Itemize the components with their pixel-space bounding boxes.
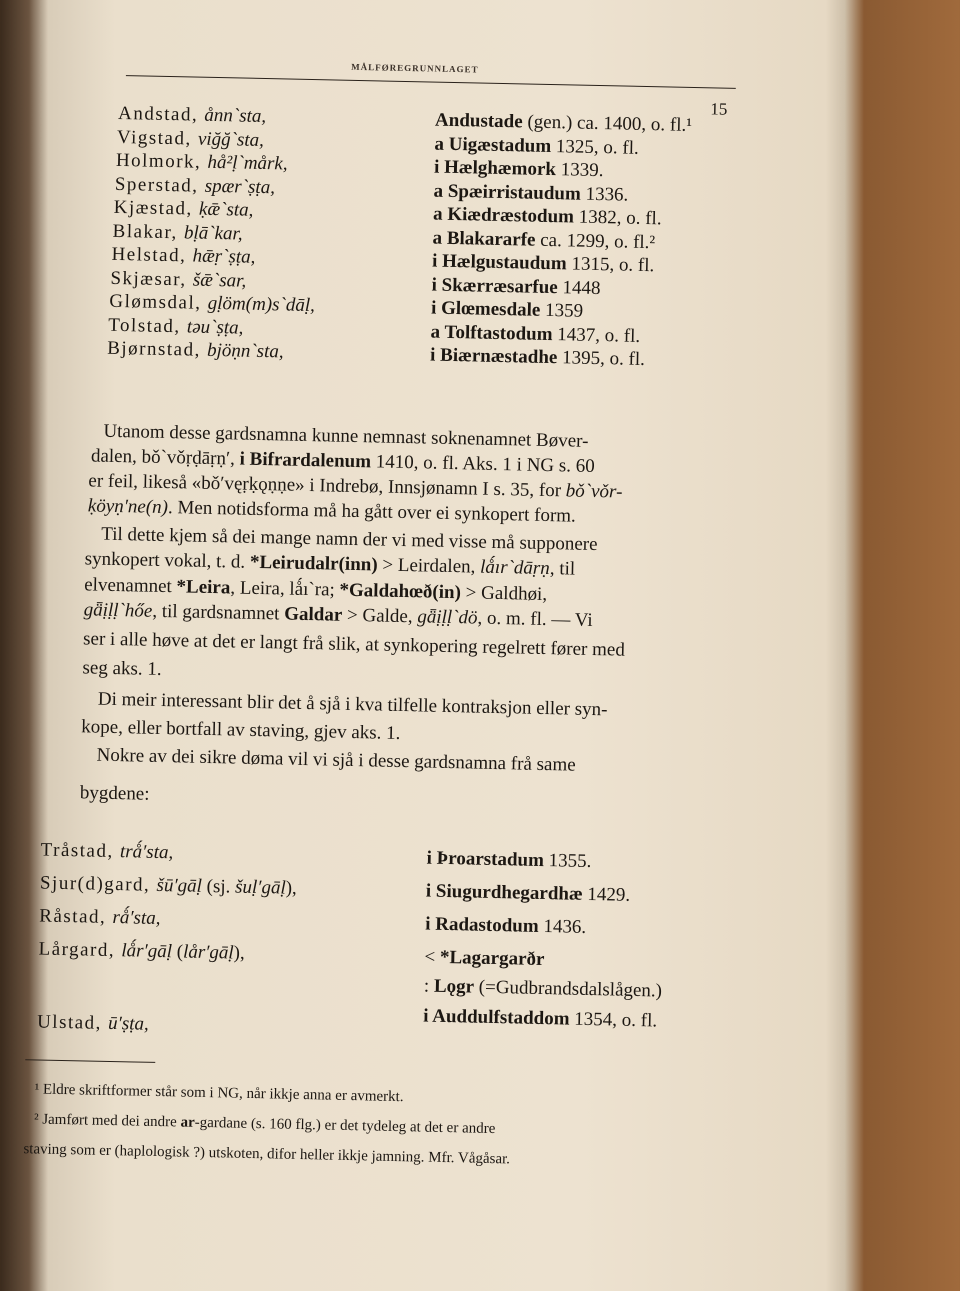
place-name — [109, 291, 315, 317]
historical-form — [433, 180, 628, 206]
place-name-segment: Ulstad, — [36, 1011, 109, 1034]
body-line-segment: elvenamnet — [84, 574, 177, 598]
historical-form — [430, 345, 645, 371]
place-name-segment: Bjørnstad, — [106, 337, 208, 361]
historical-form-segment: *Lagargarðr — [439, 946, 545, 971]
historical-form-segment: Lǫgr — [433, 975, 475, 998]
body-line-segment: kope, eller bortfall av staving, gjev aks. 1. — [81, 716, 401, 744]
historical-form-segment: i Glœmesdale — [430, 297, 541, 321]
body-line-segment: Til dette kjem så dei mange namn der vi med visse må supponere — [101, 523, 598, 556]
place-name-segment: ånn`sta, — [204, 104, 267, 128]
place-name-segment: Blakar, — [112, 220, 185, 243]
body-line-segment: dalen, — [90, 445, 142, 468]
place-name-segment: spær`ṣṭa, — [204, 175, 276, 198]
historical-form-segment: i Radastodum — [424, 913, 539, 937]
place-name-segment: šū′gāḷ — [156, 874, 203, 897]
historical-form-segment: 1315, o. fl. — [566, 253, 655, 277]
body-line-segment: bǒ`vǒr- — [565, 480, 623, 503]
body-line-segment: , — [229, 448, 240, 470]
body-line-segment: > Leirdalen, — [377, 554, 481, 578]
body-line — [98, 689, 608, 722]
body-line-segment: , til gardsnamnet — [152, 600, 285, 625]
historical-form — [426, 881, 631, 907]
place-name-segment: gḷöm(m)s`dāḷ, — [207, 292, 316, 317]
place-name — [116, 150, 288, 176]
place-name — [118, 103, 267, 128]
place-name-segment: ū′ṣṭa, — [107, 1012, 149, 1035]
historical-form-segment: a Tolftastodum — [430, 321, 553, 345]
footnote-segment: ar — [180, 1114, 195, 1131]
historical-form-segment: 1325, o. fl. — [550, 135, 639, 159]
place-name-segment: ), — [233, 942, 245, 964]
historical-form-segment: 1336. — [580, 183, 629, 206]
body-line — [81, 716, 401, 745]
place-name — [108, 314, 244, 339]
body-line-segment: , o. m. fl. — Vi — [477, 607, 593, 631]
body-line-segment: er feil, likeså « — [88, 470, 202, 494]
historical-form — [432, 251, 655, 278]
footnote-segment: -gardane (s. 160 flg.) er det tydeleg at det er andre — [194, 1114, 496, 1138]
historical-form-segment: i Siugurdhegardhæ — [425, 880, 583, 905]
body-line-segment: ḳöyṇ′ne(n) — [87, 495, 169, 519]
historical-form-segment: ca. 1299, o. fl.² — [535, 229, 656, 253]
place-name-segment: šǣ`sar, — [192, 269, 247, 292]
place-name-segment: Helstad, — [111, 243, 193, 267]
place-name-segment: hǣṛ`ṣṭa, — [192, 245, 256, 268]
footnote-segment: ¹ Eldre skriftformer står som i NG, når ikkje anna er avmerkt. — [34, 1081, 404, 1106]
running-head: MÅLFØREGRUNNLAGET — [351, 61, 479, 75]
place-name — [112, 220, 242, 245]
place-name-segment: Råstad, — [39, 905, 113, 928]
body-line-segment: . Men notidsforma må ha gått over ei synkopert form. — [167, 497, 577, 527]
historical-form-segment: (=Gudbrandsdalslågen.) — [473, 976, 663, 1002]
historical-form — [424, 976, 663, 1003]
historical-form-segment: < — [424, 946, 441, 968]
body-line-segment: *Galdahœð(in) — [339, 579, 462, 604]
historical-form-segment: i Þroarstadum — [426, 847, 545, 872]
place-name-segment: ), — [285, 877, 298, 899]
place-name — [40, 872, 297, 899]
historical-form — [430, 321, 640, 347]
historical-form — [423, 1006, 657, 1033]
place-name — [38, 938, 245, 964]
historical-form-segment: i Hælghæmork — [433, 156, 557, 181]
footnote — [23, 1141, 510, 1168]
place-name-segment: Andstad, — [117, 102, 205, 126]
historical-form-segment: 1359 — [540, 299, 584, 322]
body-line-segment: > Galdhøi, — [460, 582, 548, 606]
place-name-segment: (sj. — [201, 875, 236, 898]
historical-form-segment: 1382, o. fl. — [573, 206, 662, 230]
body-line-segment: , til — [549, 558, 576, 580]
place-name-segment: Tolstad, — [108, 314, 188, 337]
historical-form-segment: Andustade — [434, 109, 523, 133]
place-name-segment: Sjur(d)gard, — [39, 872, 157, 896]
historical-form — [426, 848, 591, 873]
historical-form — [431, 298, 583, 323]
historical-form-segment: a Kiædræstodum — [432, 203, 575, 228]
footnote-rule — [25, 1059, 155, 1063]
body-line-segment: i Bifrardalenum — [239, 448, 372, 473]
place-name — [40, 839, 173, 864]
historical-form-segment: 1395, o. fl. — [557, 347, 646, 371]
body-line-segment: bygdene: — [79, 782, 150, 805]
place-name-segment: Skjæsar, — [110, 267, 194, 291]
body-line-segment: Nokre av dei sikre døma vil vi sjå i desse gardsnamna frå same — [96, 744, 576, 776]
place-name-segment: Tråstad, — [40, 839, 121, 863]
body-line-segment: bǒ′vęṛḳǫṇṇe — [201, 472, 296, 496]
place-name-segment: təu`ṣṭa, — [186, 315, 244, 339]
place-name-segment: ḳǣ`sta, — [198, 198, 254, 221]
body-line-segment: gǟịḷḷ`hőe — [83, 599, 153, 622]
body-line-segment: > Galde, — [342, 604, 418, 628]
place-name — [117, 126, 264, 151]
historical-form — [424, 947, 544, 972]
place-name — [111, 244, 255, 269]
place-name-segment: rǻ′sta, — [112, 907, 161, 930]
place-name-segment: Lårgard, — [38, 938, 122, 962]
header-rule — [126, 75, 736, 89]
place-name-segment: Glømsdal, — [109, 290, 208, 314]
body-line-segment: gǟịḷḷ`dö — [417, 606, 478, 629]
body-line-segment: Di meir interessant blir det å sjå i kva tilfelle kontraksjon eller syn- — [97, 688, 608, 721]
place-name-segment: bjöṇn`sta, — [206, 339, 284, 363]
place-name-segment: Sperstad, — [114, 173, 205, 197]
body-line-segment: *Leira — [176, 576, 231, 599]
body-line — [96, 745, 575, 777]
historical-form-segment: a Uigæstadum — [434, 133, 552, 157]
place-name-segment: Vigstad, — [116, 126, 199, 150]
place-name-segment: viğğ`sta, — [197, 128, 265, 151]
place-name — [114, 197, 254, 222]
historical-form — [435, 110, 692, 137]
place-name-segment: lår′gāḷ — [182, 941, 234, 964]
body-line-segment: *Leirudalr(inn) — [249, 551, 378, 576]
body-line-segment: Galdar — [283, 603, 343, 626]
place-name-segment: Holmork, — [115, 149, 208, 173]
place-name-segment: lǻr′gāḷ — [121, 940, 173, 963]
body-line-segment: , Leira, — [230, 577, 290, 600]
historical-form-segment: 1354, o. fl. — [569, 1008, 658, 1032]
footnote-segment: staving som er (haplologisk ?) utskoten, difor heller ikkje jamning. Mfr. Vågåsar. — [23, 1141, 511, 1168]
body-line-segment: Utanom desse gardsnamna kunne nemnast soknenamnet Bøver- — [103, 420, 589, 452]
place-name-segment: ( — [171, 941, 184, 963]
place-name-segment: hå²ḷ`mårk, — [207, 151, 288, 175]
historical-form-segment: a Blakararfe — [432, 227, 536, 251]
footnote — [34, 1111, 496, 1138]
body-line-segment: ser i alle høve at det er langt frå slik, at synkopering regelrett fører med — [82, 628, 626, 661]
historical-form-segment: a Spæirristaudum — [433, 180, 582, 205]
historical-form — [433, 204, 662, 231]
place-name — [107, 338, 284, 364]
historical-form-segment: 1436. — [538, 915, 587, 938]
historical-form — [434, 157, 604, 183]
body-line-segment: bǒ`vǒṛḍāṛṇ′ — [141, 446, 231, 470]
place-name — [37, 1011, 149, 1035]
historical-form-segment: i Skærræsarfue — [431, 274, 558, 298]
historical-form-segment: : — [423, 975, 435, 997]
place-name — [39, 905, 161, 930]
page-number: 15 — [710, 99, 728, 119]
body-line-segment: synkopert vokal, t. d. — [84, 548, 251, 573]
body-line-segment: lǻı`ra — [289, 578, 330, 601]
place-name — [115, 173, 276, 198]
body-line-segment: lǻır`dāṛṇ — [479, 556, 551, 580]
historical-form-segment: 1448 — [557, 276, 601, 299]
footnote-segment: ² Jamført med dei andre — [33, 1111, 181, 1131]
body-line — [80, 782, 150, 805]
historical-form-segment: (gen.) ca. 1400, o. fl.¹ — [522, 111, 693, 136]
footnote — [34, 1081, 403, 1106]
body-line-segment: » i Indrebø, Innsjønamn I s. 35, for — [294, 474, 567, 502]
body-line-segment: seg aks. 1. — [82, 657, 162, 680]
historical-form-segment: i Hælgustaudum — [431, 250, 567, 275]
historical-form-segment: 1429. — [582, 883, 631, 906]
place-name-segment: trǻ′sta, — [119, 841, 174, 864]
historical-form-segment: 1355. — [543, 850, 592, 873]
historical-form — [431, 274, 600, 300]
historical-form-segment: 1339. — [555, 159, 604, 182]
place-name-segment: šuḷ′gāḷ — [234, 876, 286, 899]
historical-form — [434, 133, 639, 159]
body-line — [83, 628, 625, 661]
historical-form-segment: 1437, o. fl. — [552, 323, 641, 347]
historical-form-segment: i Biærnæstadhe — [429, 344, 558, 369]
body-line-segment: ; — [329, 579, 340, 601]
historical-form — [432, 227, 655, 254]
place-name — [110, 267, 246, 292]
body-line — [82, 657, 162, 681]
place-name-segment: bḷā`kar, — [183, 221, 243, 245]
historical-form-segment: i Auddulfstaddom — [423, 1005, 570, 1030]
place-name-segment: Kjæstad, — [113, 196, 200, 220]
historical-form — [425, 914, 586, 939]
body-line-segment: 1410, o. fl. Aks. 1 i NG s. 60 — [370, 451, 596, 478]
